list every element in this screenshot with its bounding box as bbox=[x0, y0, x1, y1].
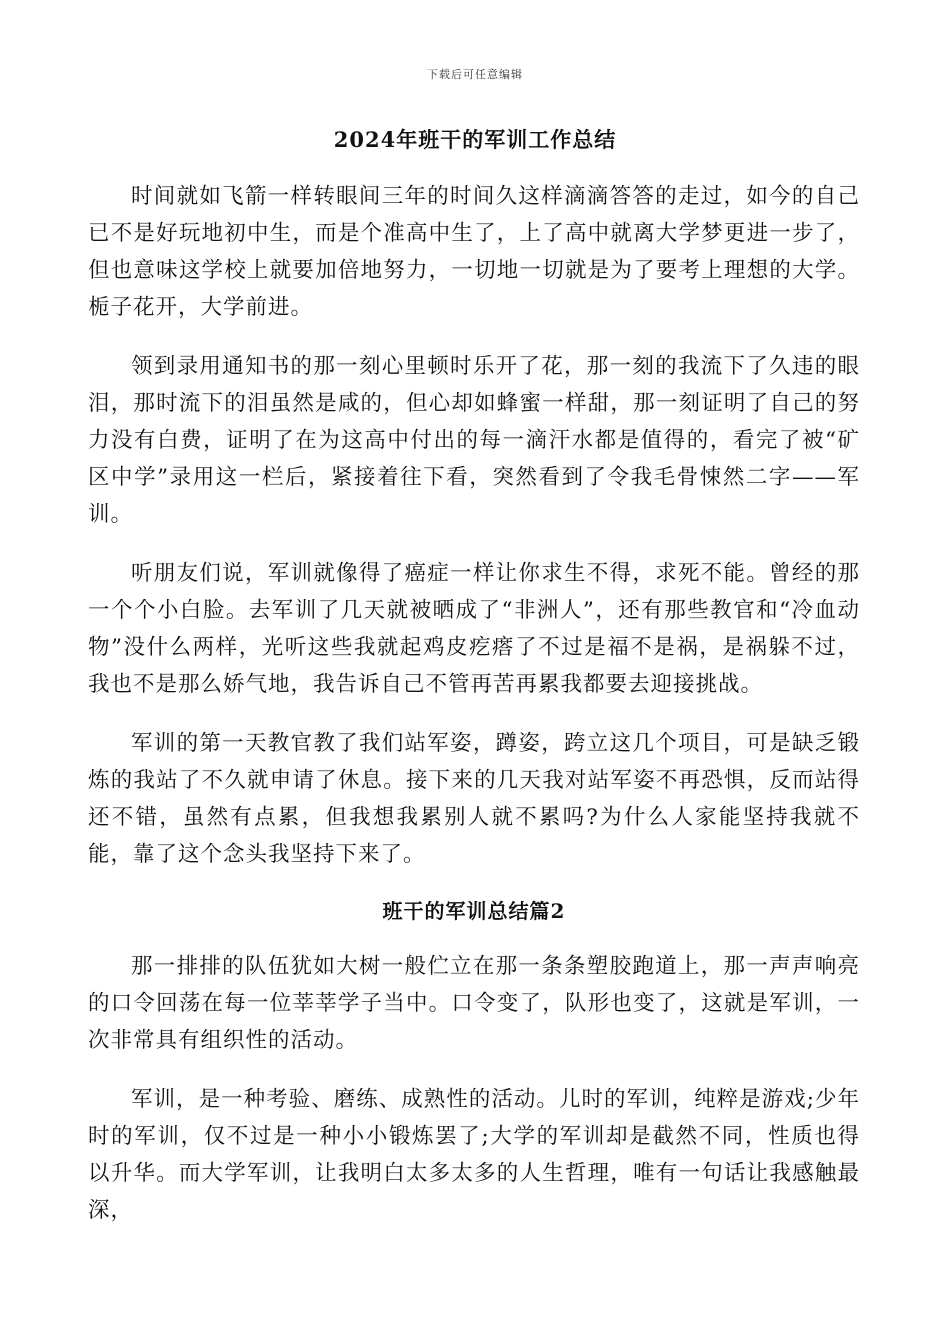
document-body bbox=[88, 178, 860, 1251]
paragraph: 听朋友们说，军训就像得了癌症一样让你求生不得，求死不能。曾经的那一个个小白脸。去军训了几天就被晒成了“非洲人”，还有那些教官和“冷血动物”没什么两样，光听这些我就起鸡皮疙瘩了不过是福不是祸，是祸躲不过，我也不是那么娇气地，我告诉自己不管再苦再累我都要去迎接挑战。 bbox=[88, 561, 860, 697]
paragraph: 那一排排的队伍犹如大树一般伫立在那一条条塑胶跑道上，那一声声响亮的口令回荡在每一位莘莘学子当中。口令变了，队形也变了，这就是军训，一次非常具有组织性的活动。 bbox=[88, 954, 860, 1053]
paragraph: 时间就如飞箭一样转眼间三年的时间久这样滴滴答答的走过，如今的自己已不是好玩地初中生，而是个准高中生了，上了高中就离大学梦更进一步了，但也意味这学校上就要加倍地努力，一切地一切就是为了要考上理想的大学。栀子花开，大学前进。 bbox=[88, 184, 860, 320]
section-heading: 班干的军训总结篇2 bbox=[382, 899, 566, 923]
paragraph: 领到录用通知书的那一刻心里顿时乐开了花，那一刻的我流下了久违的眼泪，那时流下的泪虽然是咸的，但心却如蜂蜜一样甜，那一刻证明了自己的努力没有白费，证明了在为这高中付出的每一滴汗水都是值得的，看完了被“矿区中学”录用这一栏后，紧接着往下看，突然看到了令我毛骨悚然二字——军训。 bbox=[88, 354, 860, 527]
document-title: 2024年班干的军训工作总结 bbox=[333, 127, 617, 152]
paragraph: 军训，是一种考验、磨练、成熟性的活动。儿时的军训，纯粹是游戏;少年时的军训，仅不过是一种小小锻炼罢了;大学的军训却是截然不同，性质也得以升华。而大学军训，让我明白太多太多的人生哲理，唯有一句话让我感触最深， bbox=[88, 1087, 860, 1223]
paragraph: 军训的第一天教官教了我们站军姿，蹲姿，跨立这几个项目，可是缺乏锻炼的我站了不久就申请了休息。接下来的几天我对站军姿不再恐惧，反而站得还不错，虽然有点累，但我想我累别人就不累吗?为什么人家能坚持我就不能，靠了这个念头我坚持下来了。 bbox=[88, 731, 860, 867]
header-note: 下载后可任意编辑 bbox=[427, 68, 523, 81]
